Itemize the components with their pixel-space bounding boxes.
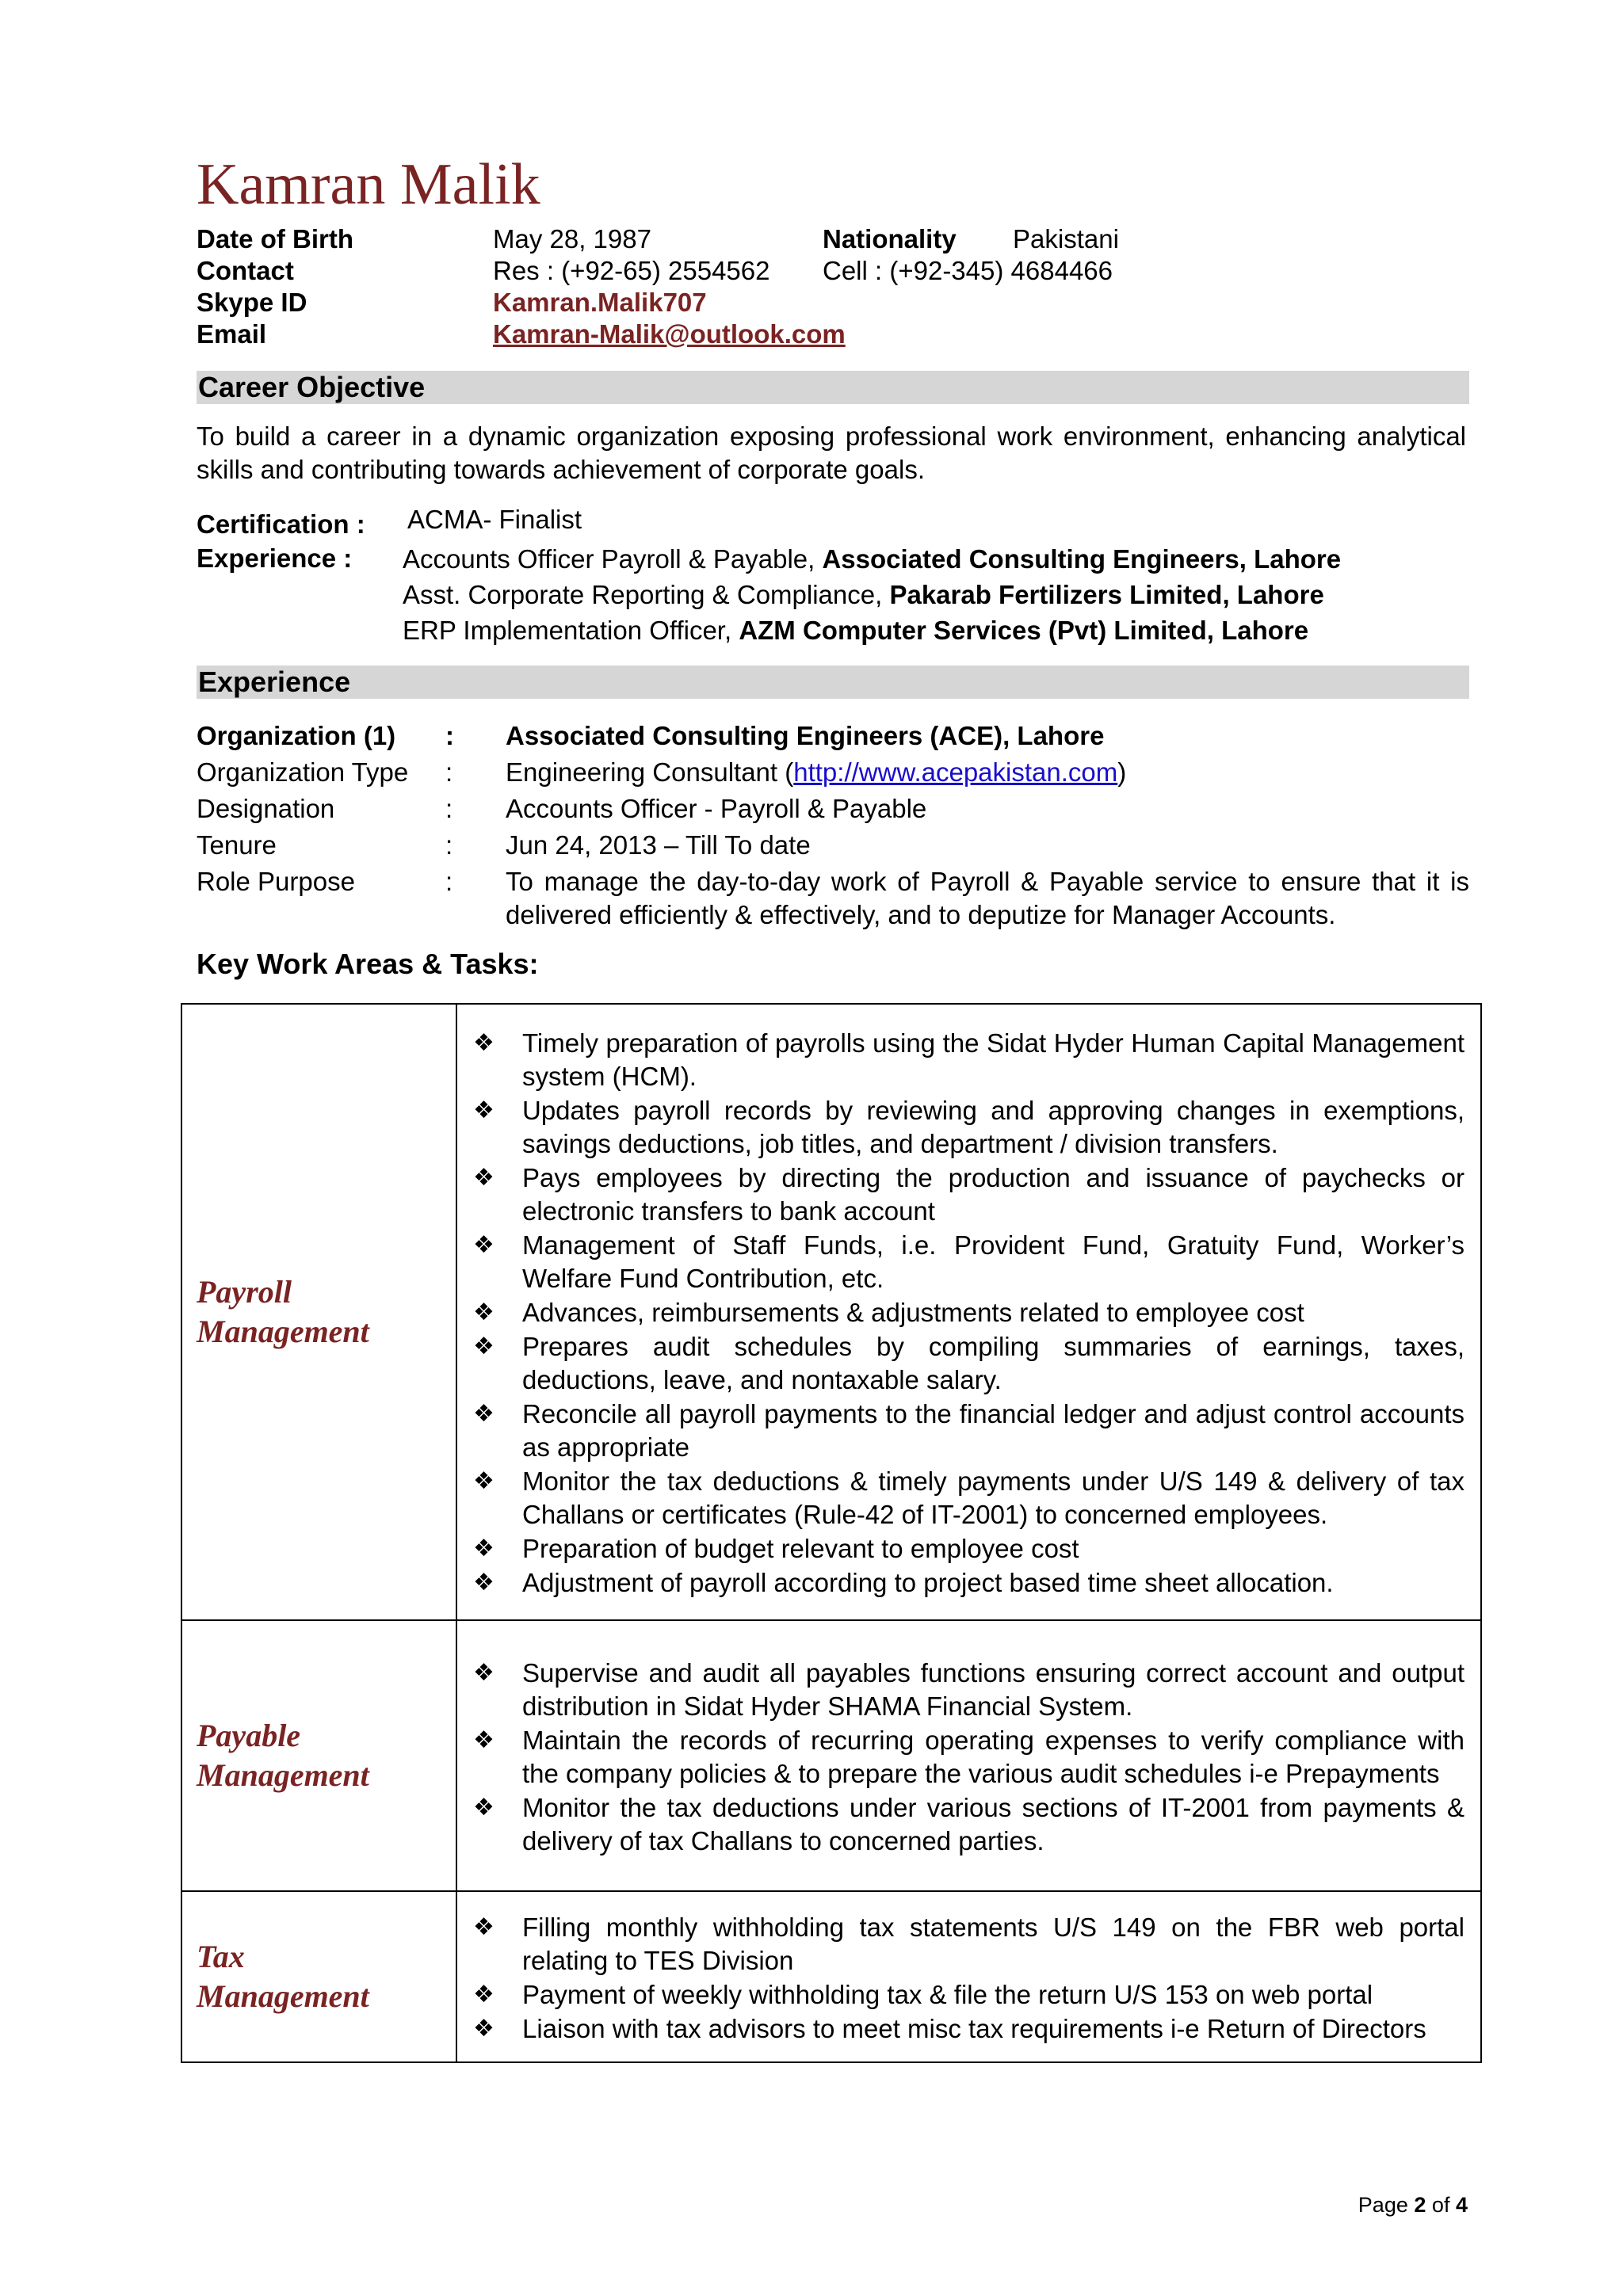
bullet-icon: ❖ xyxy=(473,1097,495,1124)
task-list-cell xyxy=(456,1891,1481,2062)
task-text: Reconcile all payroll payments to the financial ledger and adjust control accounts as appropriate xyxy=(522,1399,1465,1462)
task-item xyxy=(473,1465,1465,1531)
role-purpose-value: To manage the day-to-day work of Payroll & Payable service to ensure that it is delivered efficiently & effectively, and to deputize for Manager Accounts. xyxy=(506,867,1469,929)
task-item xyxy=(473,1296,1465,1329)
organization-details xyxy=(197,719,1480,932)
task-item xyxy=(473,1398,1465,1464)
contact-res: Res : (+92-65) 2554562 xyxy=(493,256,770,285)
bullet-icon: ❖ xyxy=(473,1333,495,1360)
page-number: Page 2 of 4 xyxy=(1358,2193,1468,2217)
bullet-icon: ❖ xyxy=(473,1164,495,1192)
candidate-name: Kamran Malik xyxy=(197,152,540,217)
task-text: Advances, reimbursements & adjustments related to employee cost xyxy=(522,1298,1304,1327)
bullet-icon: ❖ xyxy=(473,1569,495,1596)
tenure-value: Jun 24, 2013 – Till To date xyxy=(506,830,811,860)
bullet-icon: ❖ xyxy=(473,1535,495,1562)
experience-summary-item: ERP Implementation Officer, AZM Computer Services (Pvt) Limited, Lahore xyxy=(403,616,1309,645)
org-row-name: Organization (1) : Associated Consulting Engineers (ACE), Lahore xyxy=(197,719,1480,756)
info-row-contact xyxy=(197,255,1465,287)
certification-label: Certification : xyxy=(197,509,365,539)
area-row-payroll xyxy=(181,1004,1481,1620)
task-item xyxy=(473,1532,1465,1566)
info-row-email xyxy=(197,318,1465,350)
area-row-payable xyxy=(181,1620,1481,1891)
task-text: Pays employees by directing the production and issuance of paychecks or electronic transfers to bank account xyxy=(522,1163,1465,1226)
bullet-icon: ❖ xyxy=(473,1231,495,1259)
org-type-label: Organization Type xyxy=(197,757,409,787)
task-list-cell xyxy=(456,1004,1481,1620)
tenure-label: Tenure xyxy=(197,830,277,860)
area-name: Payable Management xyxy=(181,1620,456,1891)
contact-label: Contact xyxy=(197,256,294,285)
task-item xyxy=(473,1978,1465,2012)
role-purpose-label: Role Purpose xyxy=(197,867,355,896)
task-text: Filling monthly withholding tax statements U/S 149 on the FBR web portal relating to TES Division xyxy=(522,1912,1465,1975)
org-row-type: Organization Type : Engineering Consultant (http://www.acepakistan.com) xyxy=(197,756,1480,792)
info-row-skype xyxy=(197,287,1465,318)
certification-value: ACMA- Finalist xyxy=(407,505,582,534)
career-objective-text: To build a career in a dynamic organization exposing professional work environment, enhancing analytical skills and contributing towards achievement of corporate goals. xyxy=(197,421,1466,484)
key-work-areas-title: Key Work Areas & Tasks: xyxy=(197,948,539,980)
task-list xyxy=(473,1027,1465,1600)
bullet-icon: ❖ xyxy=(473,1299,495,1326)
task-item xyxy=(473,1911,1465,1978)
experience-heading: Experience xyxy=(197,666,1469,699)
task-text: Supervise and audit all payables functions ensuring correct account and output distribution in Sidat Hyder SHAMA Financial System. xyxy=(522,1657,1465,1721)
bullet-icon: ❖ xyxy=(473,2014,495,2042)
skype-label: Skype ID xyxy=(197,288,307,317)
task-text: Payment of weekly withholding tax & file the return U/S 153 on web portal xyxy=(522,1979,1373,2009)
task-text: Liaison with tax advisors to meet misc tax requirements i-e Return of Directors xyxy=(522,2013,1426,2043)
task-text: Maintain the records of recurring operating expenses to verify compliance with the company policies & to prepare the various audit schedules i-e Prepayments xyxy=(522,1725,1465,1788)
task-text: Timely preparation of payrolls using the Sidat Hyder Human Capital Management system (HCM). xyxy=(522,1028,1465,1091)
task-list-cell xyxy=(456,1620,1481,1891)
task-item xyxy=(473,1566,1465,1600)
nationality-value: Pakistani xyxy=(1013,224,1119,254)
experience-summary-item: Asst. Corporate Reporting & Compliance, Pakarab Fertilizers Limited, Lahore xyxy=(403,580,1324,609)
org-row-designation: Designation : Accounts Officer - Payroll & Payable xyxy=(197,792,1480,829)
company-website-link[interactable]: http://www.acepakistan.com xyxy=(793,757,1118,787)
experience-summary-label: Experience : xyxy=(197,543,353,573)
bullet-icon: ❖ xyxy=(473,1029,495,1057)
task-text: Updates payroll records by reviewing and approving changes in exemptions, savings deductions, job titles, and department / division transfers. xyxy=(522,1096,1465,1158)
task-text: Adjustment of payroll according to project based time sheet allocation. xyxy=(522,1568,1334,1597)
bullet-icon: ❖ xyxy=(473,1793,495,1821)
experience-summary-item: Accounts Officer Payroll & Payable, Associated Consulting Engineers, Lahore xyxy=(403,544,1342,574)
designation-label: Designation xyxy=(197,794,335,823)
key-work-areas-table xyxy=(181,1003,1482,2063)
dob-value: May 28, 1987 xyxy=(493,224,651,254)
bullet-icon: ❖ xyxy=(473,1400,495,1428)
task-item xyxy=(473,1657,1465,1723)
org-type-value: Engineering Consultant (http://www.acepakistan.com) xyxy=(506,757,1127,787)
org-row-tenure: Tenure : Jun 24, 2013 – Till To date xyxy=(197,829,1480,865)
bullet-icon: ❖ xyxy=(473,1467,495,1495)
dob-label: Date of Birth xyxy=(197,224,353,254)
task-item xyxy=(473,2012,1465,2046)
task-item xyxy=(473,1791,1465,1858)
task-text: Monitor the tax deductions & timely payments under U/S 149 & delivery of tax Challans or certificates (Rule-42 of IT-2001) to concerned employees. xyxy=(522,1466,1465,1529)
contact-cell: Cell : (+92-345) 4684466 xyxy=(823,256,1113,285)
task-item xyxy=(473,1724,1465,1791)
task-item xyxy=(473,1161,1465,1228)
task-list xyxy=(473,1657,1465,1858)
career-objective-heading: Career Objective xyxy=(197,371,1469,404)
email-link[interactable]: Kamran-Malik@outlook.com xyxy=(493,319,846,349)
nationality-label: Nationality xyxy=(823,224,957,254)
email-label: Email xyxy=(197,319,267,349)
personal-info xyxy=(197,223,1465,350)
org-row-purpose: Role Purpose : To manage the day-to-day work of Payroll & Payable service to ensure that it is delivered efficiently & effectively, and to deputize for Manager Accounts. xyxy=(197,865,1480,932)
bullet-icon: ❖ xyxy=(473,1913,495,1941)
task-item xyxy=(473,1094,1465,1161)
task-list xyxy=(473,1911,1465,2046)
bullet-icon: ❖ xyxy=(473,1980,495,2008)
area-name: Payroll Management xyxy=(181,1004,456,1620)
task-item xyxy=(473,1229,1465,1295)
task-text: Management of Staff Funds, i.e. Provident Fund, Gratuity Fund, Worker’s Welfare Fund Contribution, etc. xyxy=(522,1230,1465,1293)
task-text: Prepares audit schedules by compiling summaries of earnings, taxes, deductions, leave, and nontaxable salary. xyxy=(522,1332,1465,1394)
area-row-tax xyxy=(181,1891,1481,2062)
skype-value: Kamran.Malik707 xyxy=(493,288,707,317)
org-label: Organization (1) xyxy=(197,721,396,750)
designation-value: Accounts Officer - Payroll & Payable xyxy=(506,794,927,823)
task-item xyxy=(473,1027,1465,1093)
task-text: Monitor the tax deductions under various sections of IT-2001 from payments & delivery of tax Challans to concerned parties. xyxy=(522,1792,1465,1855)
bullet-icon: ❖ xyxy=(473,1658,495,1687)
area-name: Tax Management xyxy=(181,1891,456,2062)
task-text: Preparation of budget relevant to employee cost xyxy=(522,1534,1079,1563)
info-row-dob xyxy=(197,223,1465,255)
task-item xyxy=(473,1330,1465,1397)
org-value: Associated Consulting Engineers (ACE), Lahore xyxy=(506,721,1105,750)
bullet-icon: ❖ xyxy=(473,1726,495,1754)
